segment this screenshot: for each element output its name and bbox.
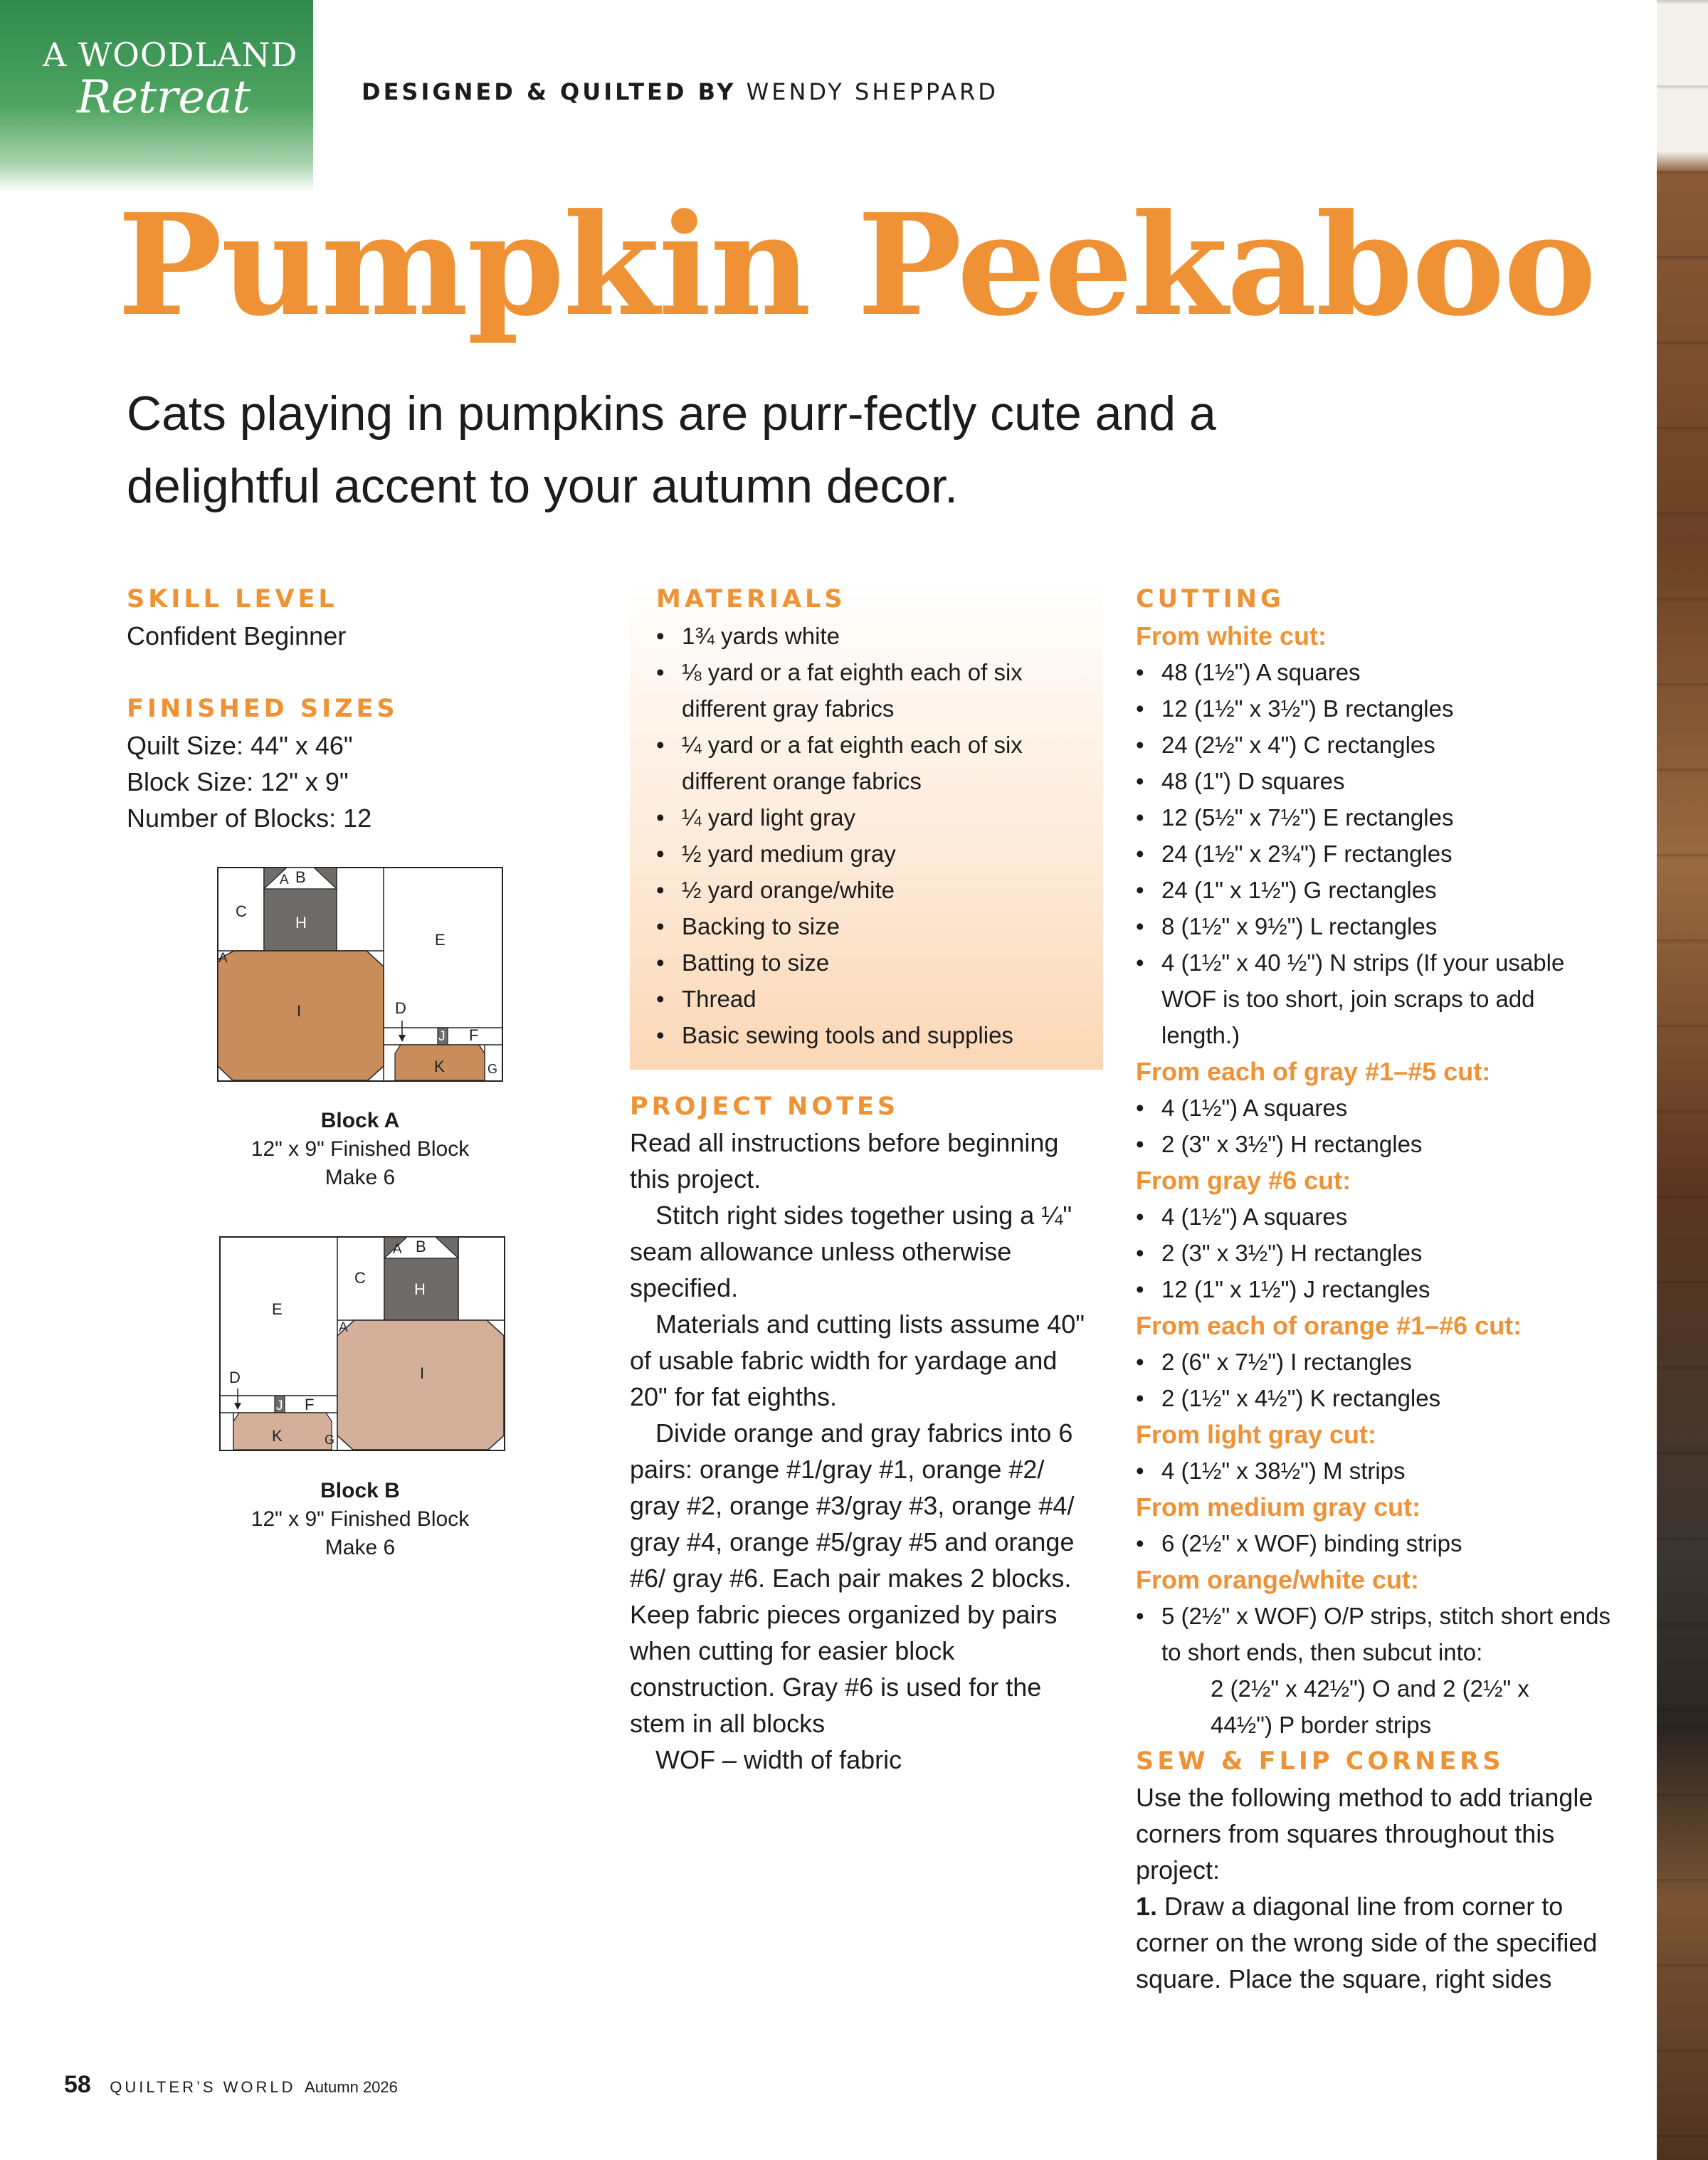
materials-item: • ½ yard medium gray [656, 836, 1090, 872]
number-of-blocks: Number of Blocks: 12 [127, 804, 372, 833]
cutting-item: • 48 (1") D squares [1136, 763, 1613, 799]
block-b-label-b: B [416, 1238, 426, 1255]
magazine-name: QUILTER’S WORLD [110, 2078, 296, 2096]
cutting-item: • 12 (1" x 1½") J rectangles [1136, 1271, 1613, 1307]
materials-item: • ¼ yard or a fat eighth each of six different orange fabrics [656, 727, 1090, 799]
cutting-item: • 4 (1½" x 40 ½") N strips (If your usable WOF is too short, join scraps to add length.) [1136, 944, 1613, 1053]
block-b-label-a: A [393, 1242, 402, 1257]
sew-flip-heading: SEW & FLIP CORNERS [1136, 1747, 1504, 1776]
step-number: 1. [1136, 1892, 1158, 1921]
block-b-name: Block B [320, 1479, 400, 1502]
project-notes-heading: PROJECT NOTES [630, 1092, 900, 1121]
skill-level-heading: SKILL LEVEL [127, 585, 338, 613]
notes-paragraph: Materials and cutting lists assume 40" of usable fabric width for yardage and 20" for fat eighths. [630, 1310, 1085, 1411]
cutting-group-items [1136, 1198, 1613, 1307]
cutting-item: • 5 (2½" x WOF) O/P strips, stitch short ends to short ends, then subcut into: [1136, 1598, 1613, 1670]
page-footer [64, 2071, 398, 2099]
cutting-group-title: From each of orange #1–#6 cut: [1136, 1311, 1522, 1340]
cutting-group-items [1136, 1525, 1613, 1561]
cutting-item: • 2 (3" x 3½") H rectangles [1136, 1126, 1613, 1162]
credit-name: WENDY SHEPPARD [746, 78, 998, 105]
block-a-label-j: J [438, 1029, 446, 1044]
block-a-label-d: D [395, 999, 406, 1017]
block-b-label-g: G [325, 1433, 335, 1447]
sew-flip-intro: Use the following method to add triangle corners from squares throughout this project: [1136, 1783, 1593, 1885]
block-b-label-e: E [272, 1300, 283, 1318]
finished-sizes-list [127, 727, 371, 836]
block-a-label-g: G [487, 1062, 498, 1076]
materials-item: • Basic sewing tools and supplies [656, 1017, 1090, 1053]
cutting-item: • 8 (1½" x 9½") L rectangles [1136, 908, 1613, 944]
cutting-group-items [1136, 1453, 1613, 1489]
notes-paragraph: WOF – width of fabric [655, 1745, 902, 1774]
block-b-label-c: C [354, 1269, 366, 1287]
block-a-label-b: B [295, 868, 306, 886]
materials-list [656, 618, 1090, 1053]
step-text: Draw a diagonal line from corner to corner on the wrong side of the specified square. Place the square, right sides [1136, 1892, 1598, 1993]
notes-paragraph: Stitch right sides together using a ¼" seam allowance unless otherwise specified. [630, 1201, 1072, 1302]
cutting-group-items [1136, 1090, 1613, 1162]
block-a-caption [206, 1107, 514, 1192]
materials-item: • Batting to size [656, 944, 1090, 981]
cutting-group-title: From medium gray cut: [1136, 1492, 1421, 1522]
block-a-label-k: K [434, 1058, 445, 1075]
block-a-label-a2: A [218, 951, 228, 966]
pattern-subtitle: Cats playing in pumpkins are purr-fectly cute and a delightful accent to your autumn decor. [127, 386, 1216, 513]
materials-item: • ¼ yard light gray [656, 799, 1090, 836]
block-b-label-h: H [414, 1280, 426, 1298]
cutting-item: • 12 (1½" x 3½") B rectangles [1136, 690, 1613, 727]
notes-paragraph: Divide orange and gray fabrics into 6 pairs: orange #1/gray #1, orange #2/ gray #2, orange #3/gray #3, orange #4/ gray #4, orange #5/gray #5 and orange #6/ gray #6. Each pair makes 2 blocks. Keep fabric pieces organized by pairs when cutting for easier block construction. Gray #6 is used for the stem in all blocks [630, 1418, 1075, 1738]
block-a-make: Make 6 [325, 1166, 396, 1189]
cutting-item: • 24 (1" x 1½") G rectangles [1136, 872, 1613, 908]
notes-paragraph: Read all instructions before beginning this project. [630, 1128, 1059, 1194]
cutting-item: • 12 (5½" x 7½") E rectangles [1136, 799, 1613, 836]
materials-item: • ½ yard orange/white [656, 872, 1090, 908]
cutting-heading: CUTTING [1136, 585, 1285, 613]
block-b-caption [206, 1477, 514, 1562]
cutting-group-items [1136, 654, 1613, 1053]
quilt-size: Quilt Size: 44" x 46" [127, 731, 353, 760]
cutting-item: • 24 (2½" x 4") C rectangles [1136, 727, 1613, 763]
cutting-item: • 4 (1½") A squares [1136, 1198, 1613, 1235]
cutting-group-title: From each of gray #1–#5 cut: [1136, 1057, 1491, 1086]
series-badge [0, 0, 313, 192]
block-a-label-i: I [297, 1002, 302, 1020]
materials-item: • Backing to size [656, 908, 1090, 944]
cutting-group-title: From orange/white cut: [1136, 1565, 1420, 1594]
skill-level-value: Confident Beginner [127, 621, 347, 650]
cutting-group-items [1136, 1598, 1613, 1670]
sew-flip-step [1136, 1888, 1620, 1997]
block-a-label-f: F [469, 1026, 479, 1044]
block-a-name: Block A [320, 1109, 400, 1132]
cutting-group-title: From white cut: [1136, 621, 1327, 650]
block-b-size: 12" x 9" Finished Block [251, 1507, 470, 1531]
finished-sizes-heading: FINISHED SIZES [127, 695, 399, 723]
block-a-label-c: C [236, 902, 247, 920]
block-b-label-f: F [305, 1396, 315, 1413]
block-b-label-i: I [420, 1364, 425, 1382]
page-number: 58 [64, 2071, 91, 2098]
materials-item: • ⅛ yard or a fat eighth each of six different gray fabrics [656, 654, 1090, 727]
block-a-label-e: E [435, 931, 446, 949]
sew-flip-body [1136, 1779, 1620, 1997]
block-a-diagram [217, 867, 503, 1082]
block-b-small-pumpkin [233, 1413, 335, 1450]
block-size: Block Size: 12" x 9" [127, 767, 349, 796]
block-b-label-k: K [272, 1427, 283, 1445]
designer-credit [362, 78, 998, 105]
materials-item: • 1¾ yards white [656, 618, 1090, 654]
block-a-label-a: A [280, 873, 289, 887]
cutting-item: • 2 (6" x 7½") I rectangles [1136, 1344, 1613, 1380]
cutting-item: • 4 (1½" x 38½") M strips [1136, 1453, 1613, 1489]
block-a-size: 12" x 9" Finished Block [251, 1137, 470, 1161]
cutting-item: • 24 (1½" x 2¾") F rectangles [1136, 836, 1613, 872]
materials-heading: MATERIALS [656, 585, 846, 613]
pattern-title: Pumpkin Peekaboo [117, 184, 1596, 347]
issue-label: Autumn 2026 [305, 2078, 398, 2096]
cutting-item: • 6 (2½" x WOF) binding strips [1136, 1525, 1613, 1561]
badge-line-2: Retreat [77, 71, 251, 124]
block-b-diagram [219, 1236, 505, 1451]
project-notes-body [630, 1124, 1100, 1778]
cutting-group-items [1136, 1344, 1613, 1416]
cutting-list [1136, 618, 1613, 1743]
materials-item: • Thread [656, 981, 1090, 1017]
cutting-item: • 2 (3" x 3½") H rectangles [1136, 1235, 1613, 1271]
wood-background-strip [1657, 0, 1708, 2160]
cutting-item: • 48 (1½") A squares [1136, 654, 1613, 690]
block-b-pumpkin [337, 1320, 504, 1450]
block-b-label-d: D [229, 1369, 241, 1386]
credit-label: DESIGNED & QUILTED BY [362, 78, 737, 105]
block-b-label-a2: A [339, 1320, 348, 1335]
block-b-label-j: J [276, 1398, 283, 1413]
cutting-group-title: From gray #6 cut: [1136, 1166, 1351, 1195]
cutting-group-title: From light gray cut: [1136, 1420, 1377, 1449]
cutting-item: • 2 (1½" x 4½") K rectangles [1136, 1380, 1613, 1416]
block-a-label-h: H [295, 914, 307, 932]
cutting-item: • 4 (1½") A squares [1136, 1090, 1613, 1126]
subcut-detail: 2 (2½" x 42½") O and 2 (2½" x 44½") P border strips [1211, 1675, 1529, 1738]
badge-line-1: A WOODLAND [43, 36, 298, 74]
block-b-make: Make 6 [325, 1536, 396, 1559]
